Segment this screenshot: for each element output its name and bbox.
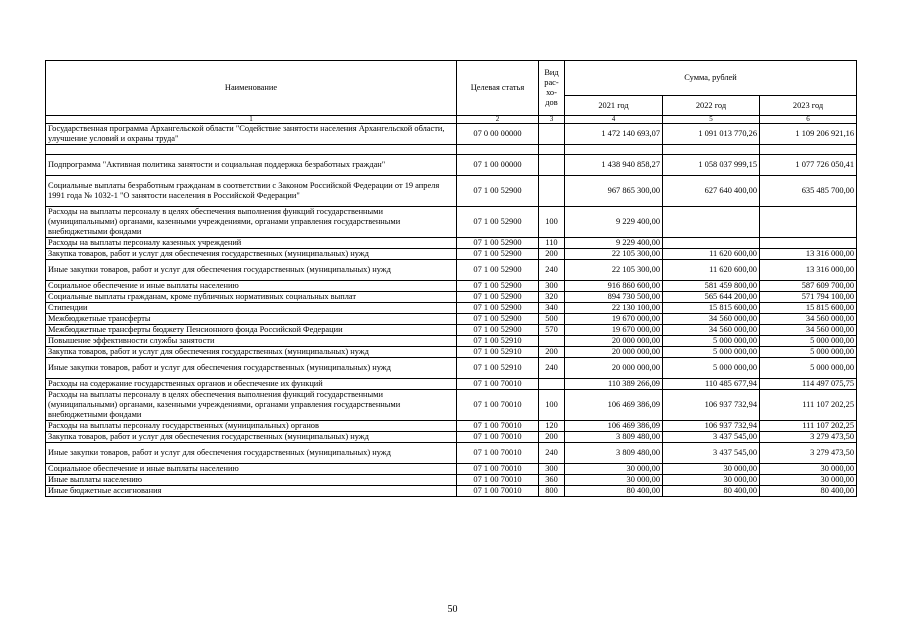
table-row (46, 325, 857, 336)
row-sum-2023 (760, 207, 857, 238)
row-name: Иные закупки товаров, работ и услуг для обеспечения государственных (муниципальных) нужд (46, 260, 457, 281)
table-spacer-row (46, 145, 857, 155)
table-row (46, 249, 857, 260)
row-vid (539, 124, 565, 145)
row-name: Межбюджетные трансферты бюджету Пенсионного фонда Российской Федерации (46, 325, 457, 336)
table-row (46, 475, 857, 486)
row-code: 07 1 00 70010 (457, 486, 539, 497)
row-name: Закупка товаров, работ и услуг для обеспечения государственных (муниципальных) нужд (46, 432, 457, 443)
row-sum-2022: 627 640 400,00 (663, 176, 760, 207)
row-code: 07 1 00 70010 (457, 421, 539, 432)
row-code: 07 1 00 52900 (457, 292, 539, 303)
row-code: 07 1 00 52900 (457, 325, 539, 336)
row-code: 07 1 00 52900 (457, 207, 539, 238)
row-code: 07 1 00 52900 (457, 281, 539, 292)
row-sum-2022: 1 058 037 999,15 (663, 155, 760, 176)
row-sum-2021: 1 472 140 693,07 (565, 124, 663, 145)
row-name: Расходы на содержание государственных органов и обеспечение их функций (46, 379, 457, 390)
row-sum-2023: 1 077 726 050,41 (760, 155, 857, 176)
row-vid (539, 336, 565, 347)
row-sum-2023: 587 609 700,00 (760, 281, 857, 292)
row-sum-2022: 15 815 600,00 (663, 303, 760, 314)
row-sum-2021: 19 670 000,00 (565, 314, 663, 325)
row-sum-2023: 13 316 000,00 (760, 249, 857, 260)
table-row (46, 303, 857, 314)
row-name: Социальное обеспечение и иные выплаты населению (46, 464, 457, 475)
row-vid: 300 (539, 281, 565, 292)
row-sum-2022: 5 000 000,00 (663, 336, 760, 347)
row-sum-2021: 1 438 940 858,27 (565, 155, 663, 176)
row-vid: 100 (539, 390, 565, 421)
row-vid: 240 (539, 443, 565, 464)
row-vid: 800 (539, 486, 565, 497)
row-sum-2023: 5 000 000,00 (760, 358, 857, 379)
row-sum-2023: 111 107 202,25 (760, 421, 857, 432)
row-name: Иные бюджетные ассигнования (46, 486, 457, 497)
row-sum-2021: 22 130 100,00 (565, 303, 663, 314)
row-sum-2022: 106 937 732,94 (663, 421, 760, 432)
row-sum-2021: 80 400,00 (565, 486, 663, 497)
row-name: Социальные выплаты безработным гражданам в соответствии с Законом Российской Федерации от 19 апреля 1991 года № 1032-1 "О занятости населения в Российской Федерации" (46, 176, 457, 207)
row-code: 07 1 00 70010 (457, 464, 539, 475)
row-code: 07 1 00 00000 (457, 155, 539, 176)
row-vid: 240 (539, 260, 565, 281)
table-row (46, 207, 857, 238)
row-code: 07 1 00 52900 (457, 238, 539, 249)
row-sum-2022: 106 937 732,94 (663, 390, 760, 421)
row-code: 07 1 00 52900 (457, 303, 539, 314)
row-name: Иные закупки товаров, работ и услуг для обеспечения государственных (муниципальных) нужд (46, 358, 457, 379)
colnum-2: 2 (457, 116, 539, 124)
table-row (46, 314, 857, 325)
table-row (46, 390, 857, 421)
row-name: Иные выплаты населению (46, 475, 457, 486)
row-code: 07 1 00 70010 (457, 475, 539, 486)
row-sum-2021: 9 229 400,00 (565, 238, 663, 249)
header-2022: 2022 год (663, 96, 760, 116)
row-name: Социальные выплаты гражданам, кроме публичных нормативных социальных выплат (46, 292, 457, 303)
row-sum-2022: 3 437 545,00 (663, 432, 760, 443)
row-sum-2022 (663, 238, 760, 249)
row-sum-2021: 9 229 400,00 (565, 207, 663, 238)
row-sum-2021: 3 809 480,00 (565, 443, 663, 464)
row-sum-2023: 1 109 206 921,16 (760, 124, 857, 145)
row-sum-2022: 34 560 000,00 (663, 314, 760, 325)
row-vid: 360 (539, 475, 565, 486)
row-code: 07 1 00 52900 (457, 314, 539, 325)
row-name: Расходы на выплаты персоналу в целях обеспечения выполнения функций государственными (муниципальными) органами, казенными учреждениями, органами управления государственными внебюджетными фондами (46, 207, 457, 238)
table-row (46, 176, 857, 207)
table-row (46, 238, 857, 249)
table-row-subprogram (46, 155, 857, 176)
row-sum-2023: 571 794 100,00 (760, 292, 857, 303)
row-sum-2021: 3 809 480,00 (565, 432, 663, 443)
row-name: Государственная программа Архангельской области "Содействие занятости населения Архангельской области, улучшение условий и охраны труда" (46, 124, 457, 145)
row-sum-2023: 30 000,00 (760, 464, 857, 475)
header-target: Целевая статья (457, 61, 539, 116)
row-sum-2023: 34 560 000,00 (760, 325, 857, 336)
row-vid: 200 (539, 249, 565, 260)
row-sum-2023: 111 107 202,25 (760, 390, 857, 421)
row-name: Расходы на выплаты персоналу казенных учреждений (46, 238, 457, 249)
row-name: Социальное обеспечение и иные выплаты населению (46, 281, 457, 292)
table-row (46, 358, 857, 379)
header-2021: 2021 год (565, 96, 663, 116)
row-vid: 240 (539, 358, 565, 379)
header-row-1 (46, 61, 857, 96)
row-vid: 500 (539, 314, 565, 325)
table-row (46, 379, 857, 390)
row-code: 07 1 00 52900 (457, 176, 539, 207)
row-vid: 110 (539, 238, 565, 249)
row-code: 07 1 00 70010 (457, 432, 539, 443)
row-sum-2021: 20 000 000,00 (565, 358, 663, 379)
row-sum-2021: 22 105 300,00 (565, 249, 663, 260)
row-vid: 200 (539, 432, 565, 443)
row-sum-2023 (760, 238, 857, 249)
row-vid: 570 (539, 325, 565, 336)
row-name: Стипендии (46, 303, 457, 314)
row-name: Подпрограмма "Активная политика занятости и социальная поддержка безработных граждан" (46, 155, 457, 176)
row-sum-2022: 565 644 200,00 (663, 292, 760, 303)
table-row (46, 336, 857, 347)
row-sum-2021: 106 469 386,09 (565, 390, 663, 421)
row-vid (539, 155, 565, 176)
row-sum-2023: 15 815 600,00 (760, 303, 857, 314)
row-code: 07 1 00 52910 (457, 358, 539, 379)
row-sum-2022: 110 485 677,94 (663, 379, 760, 390)
row-code: 07 1 00 70010 (457, 379, 539, 390)
colnum-3: 3 (539, 116, 565, 124)
row-name: Расходы на выплаты персоналу в целях обеспечения выполнения функций государственными (муниципальными) органами, казенными учреждениями, органами управления государственными внебюджетными фондами (46, 390, 457, 421)
row-sum-2021: 20 000 000,00 (565, 347, 663, 358)
table-row-program (46, 124, 857, 145)
row-sum-2022: 5 000 000,00 (663, 358, 760, 379)
row-code: 07 1 00 52910 (457, 347, 539, 358)
row-sum-2022: 11 620 600,00 (663, 249, 760, 260)
row-sum-2023: 3 279 473,50 (760, 432, 857, 443)
colnum-5: 5 (663, 116, 760, 124)
row-sum-2022: 1 091 013 770,26 (663, 124, 760, 145)
row-name: Иные закупки товаров, работ и услуг для обеспечения государственных (муниципальных) нужд (46, 443, 457, 464)
row-code: 07 0 00 00000 (457, 124, 539, 145)
header-vid: Вид рас- хо- дов (539, 61, 565, 116)
column-number-row (46, 116, 857, 124)
row-sum-2022: 581 459 800,00 (663, 281, 760, 292)
row-sum-2023: 80 400,00 (760, 486, 857, 497)
row-sum-2022: 3 437 545,00 (663, 443, 760, 464)
row-sum-2022: 34 560 000,00 (663, 325, 760, 336)
row-sum-2022: 30 000,00 (663, 464, 760, 475)
row-sum-2021: 916 860 600,00 (565, 281, 663, 292)
row-sum-2022 (663, 207, 760, 238)
row-sum-2023: 5 000 000,00 (760, 336, 857, 347)
row-sum-2021: 894 730 500,00 (565, 292, 663, 303)
colnum-6: 6 (760, 116, 857, 124)
table-row (46, 443, 857, 464)
row-vid: 320 (539, 292, 565, 303)
row-sum-2023: 635 485 700,00 (760, 176, 857, 207)
row-sum-2022: 30 000,00 (663, 475, 760, 486)
row-sum-2021: 30 000,00 (565, 475, 663, 486)
row-sum-2023: 30 000,00 (760, 475, 857, 486)
row-vid: 200 (539, 347, 565, 358)
table-row (46, 464, 857, 475)
row-sum-2021: 22 105 300,00 (565, 260, 663, 281)
row-name: Расходы на выплаты персоналу государственных (муниципальных) органов (46, 421, 457, 432)
table-row (46, 292, 857, 303)
row-code: 07 1 00 52900 (457, 260, 539, 281)
row-sum-2021: 20 000 000,00 (565, 336, 663, 347)
row-sum-2022: 5 000 000,00 (663, 347, 760, 358)
row-sum-2023: 114 497 075,75 (760, 379, 857, 390)
table-row (46, 432, 857, 443)
page-number: 50 (447, 604, 458, 615)
row-vid: 100 (539, 207, 565, 238)
row-vid: 340 (539, 303, 565, 314)
row-code: 07 1 00 52910 (457, 336, 539, 347)
header-sum: Сумма, рублей (565, 61, 857, 96)
header-name: Наименование (46, 61, 457, 116)
table-row (46, 281, 857, 292)
header-2023: 2023 год (760, 96, 857, 116)
row-name: Закупка товаров, работ и услуг для обеспечения государственных (муниципальных) нужд (46, 249, 457, 260)
row-sum-2023: 5 000 000,00 (760, 347, 857, 358)
row-name: Закупка товаров, работ и услуг для обеспечения государственных (муниципальных) нужд (46, 347, 457, 358)
row-sum-2022: 11 620 600,00 (663, 260, 760, 281)
row-name: Межбюджетные трансферты (46, 314, 457, 325)
row-sum-2023: 13 316 000,00 (760, 260, 857, 281)
row-sum-2023: 34 560 000,00 (760, 314, 857, 325)
row-sum-2021: 967 865 300,00 (565, 176, 663, 207)
row-sum-2021: 106 469 386,09 (565, 421, 663, 432)
row-vid (539, 176, 565, 207)
table-row (46, 421, 857, 432)
row-sum-2021: 19 670 000,00 (565, 325, 663, 336)
budget-table (45, 60, 857, 497)
colnum-4: 4 (565, 116, 663, 124)
row-sum-2021: 30 000,00 (565, 464, 663, 475)
row-vid: 120 (539, 421, 565, 432)
table-row (46, 486, 857, 497)
row-sum-2021: 110 389 266,09 (565, 379, 663, 390)
row-code: 07 1 00 52900 (457, 249, 539, 260)
row-code: 07 1 00 70010 (457, 443, 539, 464)
row-vid: 300 (539, 464, 565, 475)
colnum-1: 1 (46, 116, 457, 124)
row-sum-2022: 80 400,00 (663, 486, 760, 497)
row-sum-2023: 3 279 473,50 (760, 443, 857, 464)
table-row (46, 347, 857, 358)
row-name: Повышение эффективности службы занятости (46, 336, 457, 347)
table-row (46, 260, 857, 281)
row-vid (539, 379, 565, 390)
row-code: 07 1 00 70010 (457, 390, 539, 421)
